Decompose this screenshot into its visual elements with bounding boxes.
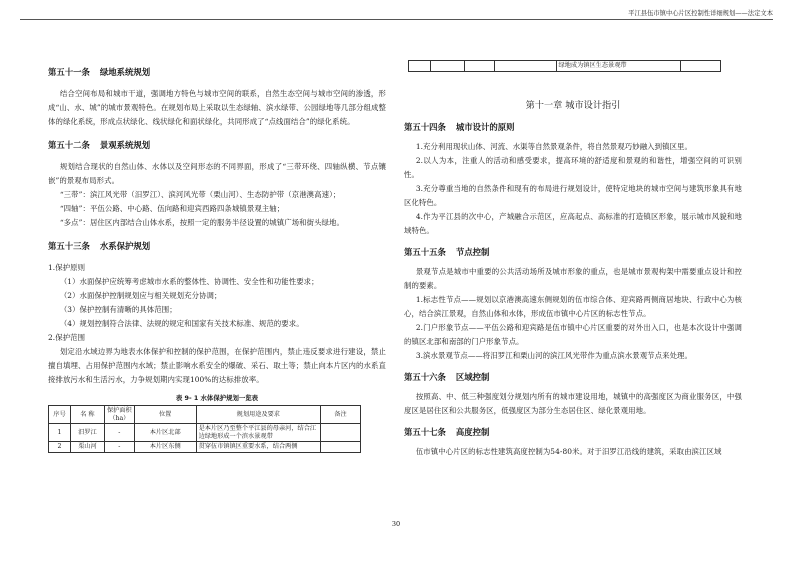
article-title: 节点控制 [455,247,490,257]
article-57-heading [404,426,742,438]
continued-table-fragment [408,60,721,72]
running-header: 平江县伍市镇中心片区控制性详细规划——法定文本 [628,10,773,17]
table-header-row [49,406,361,424]
article-number: 第五十三条 [48,241,90,251]
table-caption: 表 9- 1 水体保护规划一览表 [175,394,259,402]
article-52-heading [48,139,386,151]
article-number: 第五十一条 [48,67,90,77]
paragraph: “四轴”：平伍公路、中心路、伍向路和迎宾西路四条城镇景观主轴； [59,204,285,213]
table-cell: - [104,442,134,453]
article-title: 高度控制 [455,427,490,437]
page-number: 30 [391,520,401,528]
article-number: 第五十七条 [404,427,446,437]
table-cell: 本片区东侧 [134,442,196,453]
paragraph: 伍市镇中心片区的标志性建筑高度控制为54-80米。对于汨罗江沿线的建筑，采取由滨江区域 [415,447,722,456]
article-title: 区域控制 [455,372,490,382]
table-row [49,424,361,442]
paragraph: 4.作为平江县的次中心，产城融合示范区，应高起点、高标准的打造镇区形象，展示城市风貌和地域特色。 [404,212,742,235]
paragraph: 结合空间布局和城市干道，强调地方特色与城市空间的联系，自然生态空间与城市空间的渗透，形成“山、水、城”的城市景观特色。在规划布局上采取以生态绿轴、滨水绿带、公园绿地等几部分组成整体的绿化系统，形成点状绿化、线状绿化和面状绿化，共同形成了“点线面结合”的绿化系统。 [48,89,386,126]
paragraph: 1.充分利用现状山体、河流、水渠等自然景观条件，将自然景观巧妙融入到镇区里。 [415,142,692,151]
table-header-cell: 规划用途及要求 [196,406,321,424]
table-header-cell: 保护面积 （ha） [104,406,134,424]
article-title: 城市设计的原则 [455,122,515,132]
table-header-cell: 序号 [49,406,71,424]
paragraph: 3.滨水景观节点——将汨罗江和栗山河的滨江风光带作为重点滨水景观节点来处理。 [415,351,692,360]
subheading: 1.保护原则 [48,263,86,272]
subheading: 2.保护范围 [48,333,86,342]
left-column [48,40,386,453]
paragraph: 3.充分尊重当地的自然条件和现有的布局进行规划设计，使特定地块的城市空间与建筑形象具有地区化特色。 [404,184,742,207]
table-header-cell: 名 称 [70,406,104,424]
paragraph: 2.以人为本，注重人的活动和感受要求，提高环境的舒适度和景观的和谐性，增强空间的可识别性。 [404,156,742,179]
chapter-title: 第十一章 城市设计指引 [525,100,621,111]
paragraph: “三带”：滨江风光带（汨罗江）、滨河风光带（栗山河）、生态防护带（京港澳高速）； [59,190,341,199]
paragraph: 景观节点是城市中重要的公共活动场所及城市形象的重点，也是城市景观构架中需要重点设计和控制的要素。 [404,267,742,290]
article-51-heading [48,66,386,78]
table-cell: - [104,424,134,442]
table-cell [321,442,361,453]
list-item: （3）保护控制有清晰的具体范围； [59,305,177,314]
header-rule [20,19,773,20]
list-item: （2）水面保护控制规划应与相关规划充分协调； [59,291,222,300]
table-cell: 绿地成为镇区生态景观带 [556,61,681,72]
article-56-heading [404,371,742,383]
list-item: （1）水面保护应统筹考虑城市水系的整体性、协调性、安全性和功能性要求； [59,277,319,286]
list-item: （4）规划控制符合法律、法规的规定和国家有关技术标准、规范的要求。 [59,319,304,328]
paragraph: “多点”：居住区内部结合山体水系，按照一定的服务半径设置的城镇广场和街头绿地。 [59,218,344,227]
table-cell: 栗山河 [70,442,104,453]
paragraph: 划定沿水域边界为地表水体保护和控制的保护范围，在保护范围内，禁止违反要求进行建设，禁止擅自填埋、占用保护范围内水域；禁止影响水系安全的爆破、采石、取土等；禁止向本片区内的水系直接排放污水和生活污水，力争规划期内实现100%的达标排放率。 [48,347,386,384]
table-row [409,61,721,72]
article-55-heading [404,246,742,258]
paragraph: 规划结合现状的自然山体、水体以及空间形态的不同界面，形成了“三带环绕、四轴纵横、节点镶嵌”的景观布局形式。 [48,162,386,185]
article-number: 第五十六条 [404,372,446,382]
table-cell: 本片区北部 [134,424,196,442]
right-column [404,97,742,459]
article-54-heading [404,121,742,133]
article-53-heading [48,240,386,252]
article-title: 水系保护规划 [99,241,151,251]
article-title: 景观系统规划 [99,140,151,150]
article-number: 第五十五条 [404,247,446,257]
article-number: 第五十二条 [48,140,90,150]
table-cell: 1 [49,424,71,442]
table-header-cell: 备注 [321,406,361,424]
table-header-cell: 位置 [134,406,196,424]
table-cell: 汨罗江 [70,424,104,442]
table-row [49,442,361,453]
table-cell [321,424,361,442]
water-protection-table [48,405,361,453]
table-cell: 是本片区乃至整个平江县的母亲河，结合江边绿地形成一个滨水景观带 [196,424,321,442]
table-cell: 2 [49,442,71,453]
article-number: 第五十四条 [404,122,446,132]
table-cell: 贯穿伍市镇镇区重要水系，结合两侧 [196,442,321,453]
paragraph: 2.门户形象节点——平伍公路和迎宾路是伍市镇中心片区重要的对外出入口，也是本次设计中强调的镇区北部和南部的门户形象节点。 [404,323,742,346]
paragraph: 1.标志性节点——规划以京港澳高速东侧规划的伍市综合体、迎宾路两侧商居地块、行政中心为核心，结合滨江景观，自然山体和水体，形成伍市镇中心片区的标志性节点。 [404,295,742,318]
article-title: 绿地系统规划 [99,67,151,77]
paragraph: 按照高、中、低三种强度划分规划内所有的城市建设用地，城镇中的高强度区为商业服务区，中强度区是居住区和公共服务区，低强度区为部分生态居住区、绿化景观用地。 [404,392,742,415]
